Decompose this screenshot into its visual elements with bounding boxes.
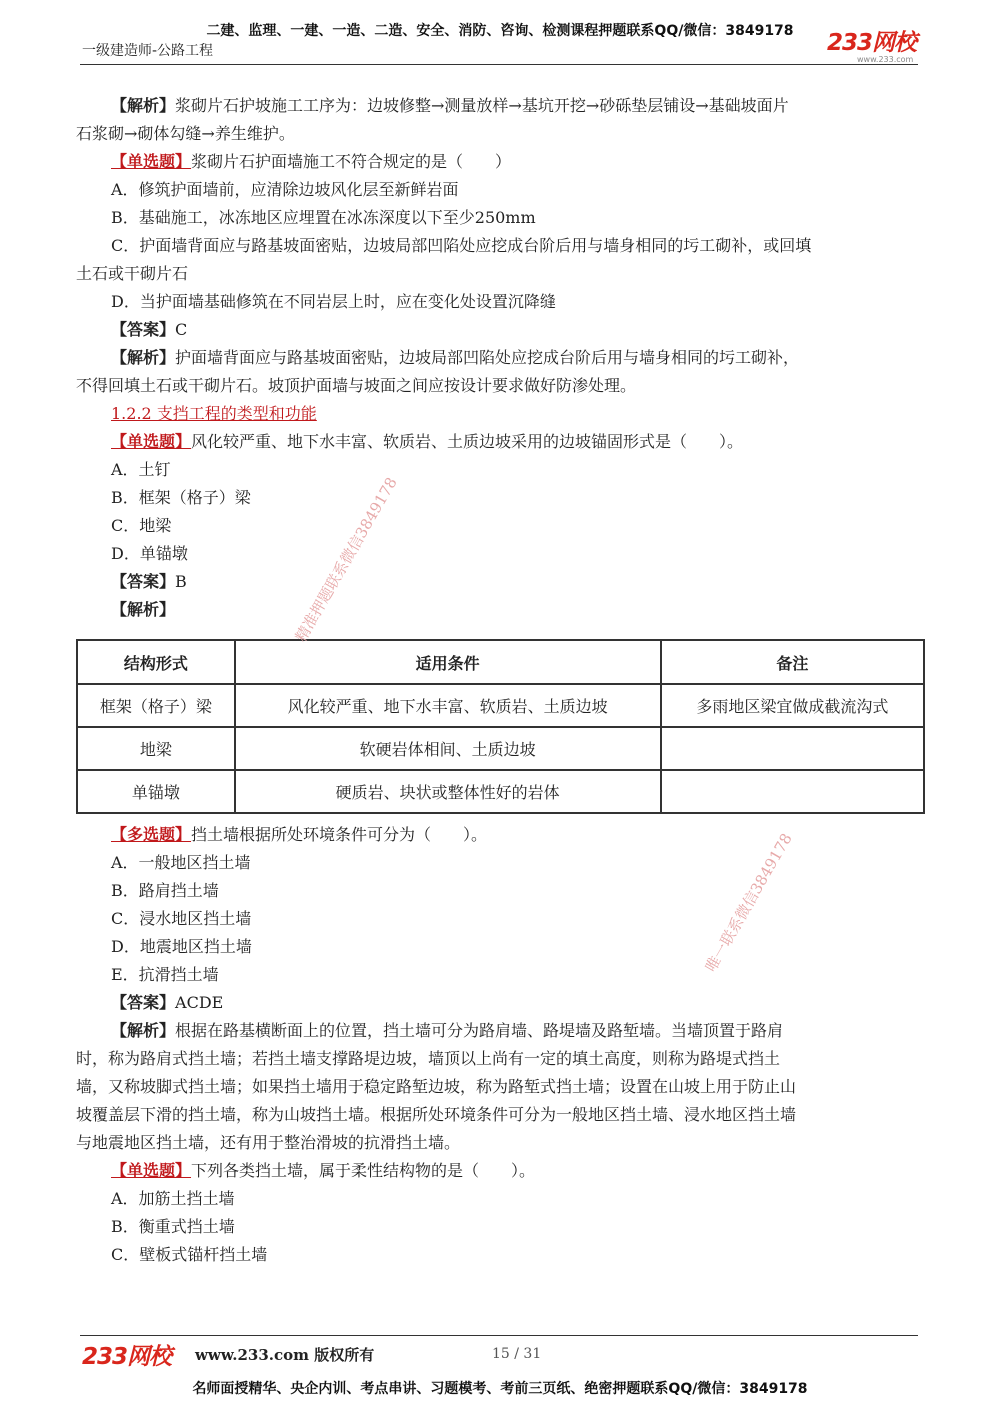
question-type-tag: 【单选题】 xyxy=(111,432,192,451)
option-b: B．基础施工，冰冻地区应埋置在冰冻深度以下至少250mm xyxy=(111,208,536,227)
logo-brand-text: 233网校 xyxy=(827,30,917,56)
table-cell xyxy=(661,770,924,813)
option-c-continued: 土石或干砌片石 xyxy=(76,264,189,283)
option-c: C．护面墙背面应与路基坡面密贴，边坡局部凹陷处应挖成台阶后用与墙身相同的圬工砌补，或回填 xyxy=(111,236,812,255)
option-a: A．土钉 xyxy=(111,460,171,479)
analysis-text-line: 石浆砌→砌体勾缝→养生维护。 xyxy=(76,124,295,143)
question-type-tag: 【单选题】 xyxy=(111,152,192,171)
question-stem xyxy=(76,821,925,849)
analysis-tag: 【解析】 xyxy=(111,96,176,115)
footer-divider xyxy=(80,1335,918,1336)
option-e: E．抗滑挡土墙 xyxy=(111,965,219,984)
table-header-row xyxy=(77,640,924,684)
question-text: 下列各类挡土墙，属于柔性结构物的是（ ）。 xyxy=(191,1161,536,1180)
table-cell: 多雨地区梁宜做成截流沟式 xyxy=(661,684,924,727)
question-text: 挡土墙根据所处环境条件可分为（ ）。 xyxy=(191,825,488,844)
watermark-text: 精准押题联系微信3849178 xyxy=(291,474,401,645)
table-row xyxy=(77,684,924,727)
analysis-paragraph xyxy=(76,1017,925,1045)
analysis-tag: 【解析】 xyxy=(111,1021,176,1040)
option-a: A．加筋土挡土墙 xyxy=(111,1189,235,1208)
answer-tag: 【答案】 xyxy=(111,572,176,591)
option-d: D．当护面墙基础修筑在不同岩层上时，应在变化处设置沉降缝 xyxy=(111,292,556,311)
option-c: C．壁板式锚杆挡土墙 xyxy=(111,1245,268,1264)
table-cell xyxy=(661,727,924,770)
table-cell: 单锚墩 xyxy=(77,770,235,813)
table-cell: 硬质岩、块状或整体性好的岩体 xyxy=(235,770,661,813)
question-text: 浆砌片石护面墙施工不符合规定的是（ ） xyxy=(191,152,512,171)
header-promo-text: 二建、监理、一建、一造、二造、安全、消防、咨询、检测课程押题联系QQ/微信：3849178 xyxy=(206,23,794,39)
table-header-cell: 结构形式 xyxy=(77,640,235,684)
answer-line xyxy=(76,568,925,596)
question-type-tag: 【多选题】 xyxy=(111,825,192,844)
table-header-cell: 适用条件 xyxy=(235,640,661,684)
question-stem xyxy=(76,428,925,456)
answer-tag: 【答案】 xyxy=(111,993,176,1012)
table-cell: 风化较严重、地下水丰富、软质岩、土质边坡 xyxy=(235,684,661,727)
table-cell: 地梁 xyxy=(77,727,235,770)
analysis-tag: 【解析】 xyxy=(111,600,176,619)
analysis-text-line: 墙，又称坡脚式挡土墙；如果挡土墙用于稳定路堑边坡，称为路堑式挡土墙；设置在山坡上用于防止山 xyxy=(76,1077,797,1096)
option-c: C．浸水地区挡土墙 xyxy=(111,909,252,928)
footer-promo-text: 名师面授精华、央企内训、考点串讲、习题模考、考前三页纸、绝密押题联系QQ/微信：3849178 xyxy=(192,1381,808,1397)
analysis-text-line: 不得回填土石或干砌片石。坡顶护面墙与坡面之间应按设计要求做好防渗处理。 xyxy=(76,376,637,395)
table-row xyxy=(77,770,924,813)
option-b: B．路肩挡土墙 xyxy=(111,881,219,900)
page-number: 15 / 31 xyxy=(492,1346,542,1362)
analysis-text: 浆砌片石护坡施工工序为：边坡修整→测量放样→基坑开挖→砂砾垫层铺设→基础坡面片 xyxy=(175,96,789,115)
option-b: B．衡重式挡土墙 xyxy=(111,1217,235,1236)
footer-copyright: www.233.com 版权所有 xyxy=(195,1346,375,1364)
option-a: A．修筑护面墙前，应清除边坡风化层至新鲜岩面 xyxy=(111,180,459,199)
brand-logo xyxy=(827,32,916,64)
question-text: 风化较严重、地下水丰富、软质岩、土质边坡采用的边坡锚固形式是（ ）。 xyxy=(191,432,744,451)
analysis-text-line: 与地震地区挡土墙，还有用于整治滑坡的抗滑挡土墙。 xyxy=(76,1133,461,1152)
footer-logo: 233网校 xyxy=(82,1344,172,1370)
answer-value: C xyxy=(175,320,188,339)
analysis-paragraph xyxy=(76,92,925,120)
option-d: D．单锚墩 xyxy=(111,544,188,563)
table-cell: 框架（格子）梁 xyxy=(77,684,235,727)
option-a: A．一般地区挡土墙 xyxy=(111,853,251,872)
section-heading: 1.2.2 支挡工程的类型和功能 xyxy=(111,404,317,423)
question-stem xyxy=(76,1157,925,1185)
option-d: D．地震地区挡土墙 xyxy=(111,937,252,956)
question-type-tag: 【单选题】 xyxy=(111,1161,192,1180)
answer-value: B xyxy=(175,572,187,591)
analysis-text: 根据在路基横断面上的位置，挡土墙可分为路肩墙、路堤墙及路堑墙。当墙顶置于路肩 xyxy=(175,1021,784,1040)
option-b: B．框架（格子）梁 xyxy=(111,488,251,507)
analysis-text-line: 坡覆盖层下滑的挡土墙，称为山坡挡土墙。根据所处环境条件可分为一般地区挡土墙、浸水地区挡土墙 xyxy=(76,1105,797,1124)
course-title: 一级建造师-公路工程 xyxy=(82,43,214,59)
watermark-text: 唯一联系微信3849178 xyxy=(701,830,796,975)
analysis-paragraph xyxy=(76,344,925,372)
analysis-line xyxy=(76,596,925,624)
option-c: C．地梁 xyxy=(111,516,172,535)
logo-url-text: www.233.com xyxy=(857,55,914,64)
answer-line xyxy=(76,316,925,344)
analysis-tag: 【解析】 xyxy=(111,348,176,367)
table-row xyxy=(77,727,924,770)
question-stem xyxy=(76,148,925,176)
answer-tag: 【答案】 xyxy=(111,320,176,339)
table-cell: 软硬岩体相间、土质边坡 xyxy=(235,727,661,770)
answer-value: ACDE xyxy=(175,993,224,1012)
header-divider xyxy=(80,64,918,65)
answer-line xyxy=(76,989,925,1017)
anchorage-types-table xyxy=(76,639,925,814)
document-body xyxy=(76,92,925,1269)
analysis-text-line: 时，称为路肩式挡土墙；若挡土墙支撑路堤边坡，墙顶以上尚有一定的填土高度，则称为路堤式挡土 xyxy=(76,1049,781,1068)
analysis-text: 护面墙背面应与路基坡面密贴，边坡局部凹陷处应挖成台阶后用与墙身相同的圬工砌补， xyxy=(175,348,800,367)
table-header-cell: 备注 xyxy=(661,640,924,684)
